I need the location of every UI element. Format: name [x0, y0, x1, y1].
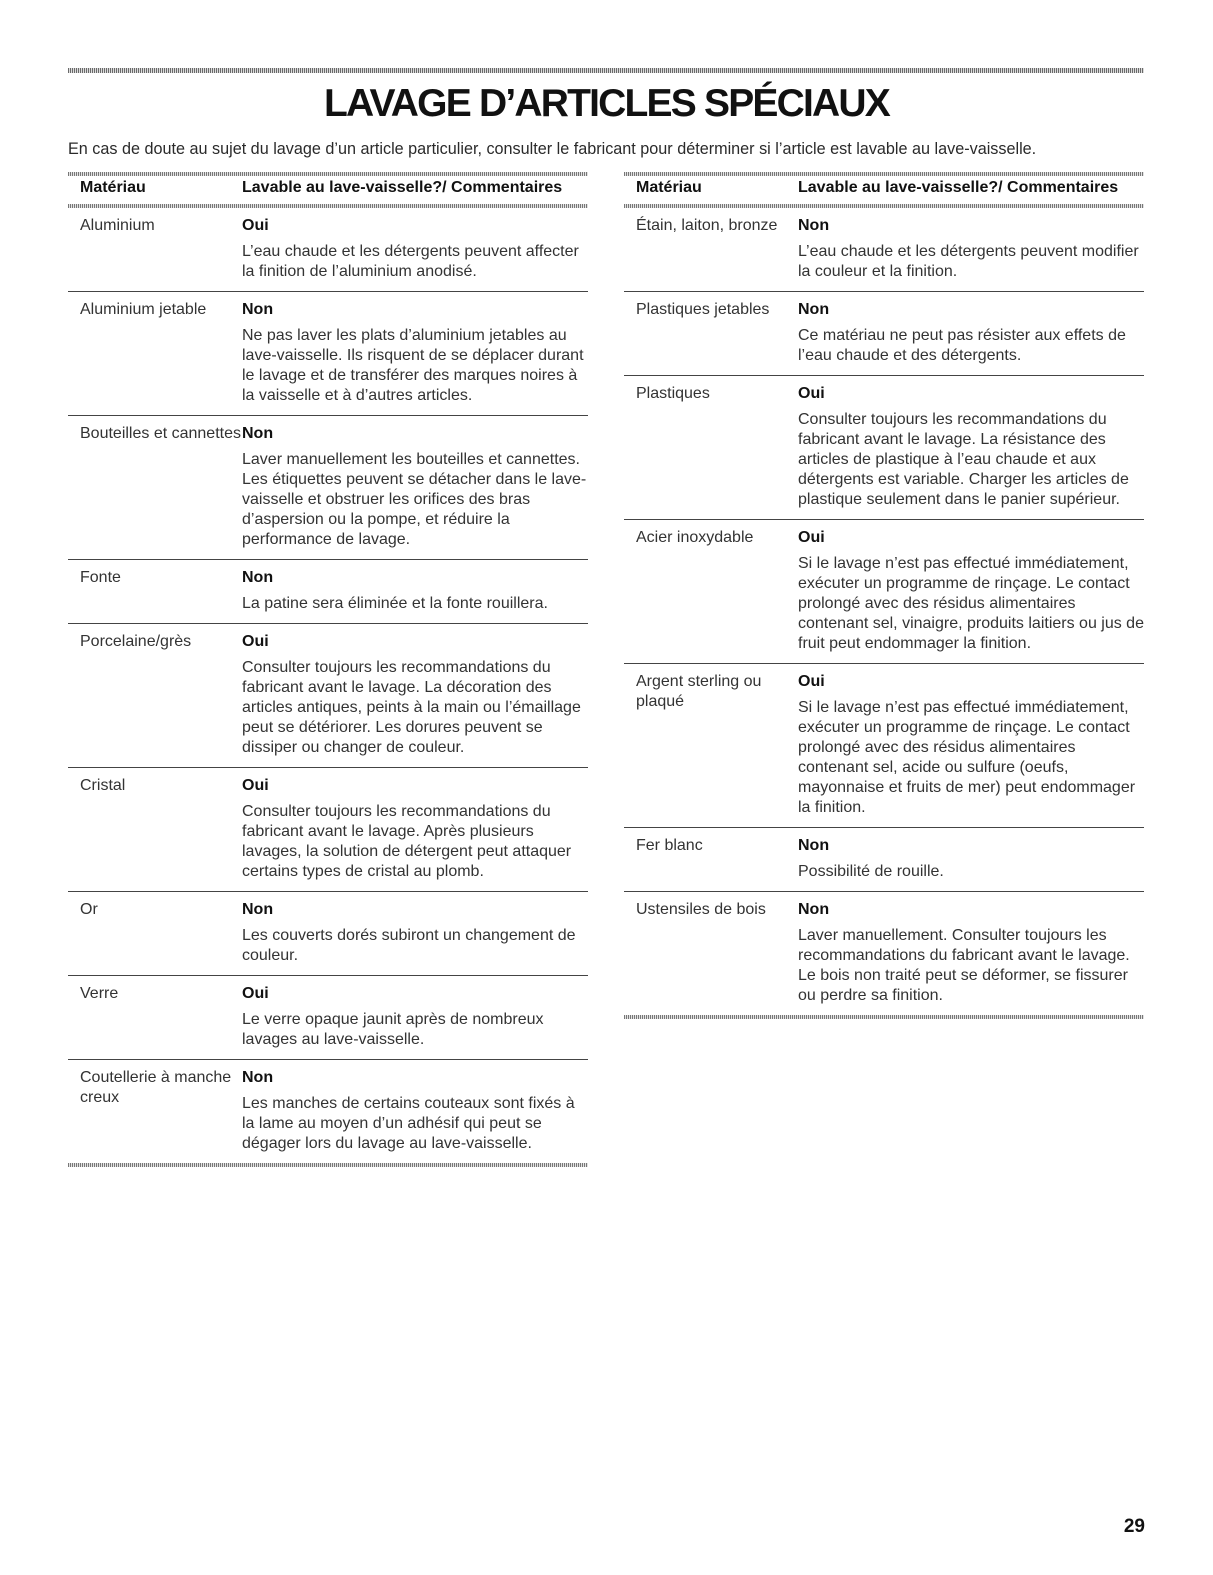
table-row — [68, 624, 588, 768]
table-row — [624, 376, 1144, 520]
comment-text: L’eau chaude et les détergents peuvent modifier la couleur et la finition. — [798, 243, 1139, 280]
comment-text: La patine sera éliminée et la fonte rouillera. — [242, 595, 548, 612]
dishwasher-safe-verdict: Oui — [798, 529, 825, 546]
comment-text: Ne pas laver les plats d’aluminium jetables au lave-vaisselle. Ils risquent de se déplacer durant le lavage et de transférer des marques noires à la vaisselle et à d’autres articles. — [242, 327, 584, 404]
material-cell: Fer blanc — [636, 837, 703, 854]
comment-text: Consulter toujours les recommandations du fabricant avant le lavage. La décoration des articles antiques, peints à la main ou l’émaillage peut se détériorer. Les dorures peuvent se dissiper ou changer de couleur. — [242, 659, 581, 756]
table-row — [68, 416, 588, 560]
right-rows — [624, 208, 1144, 1015]
dishwasher-safe-verdict: Oui — [242, 217, 269, 234]
table-row — [624, 520, 1144, 664]
comment-cell — [242, 776, 588, 882]
table-row — [68, 976, 588, 1060]
dishwasher-safe-verdict: Non — [242, 901, 274, 918]
comment-text: Consulter toujours les recommandations du fabricant avant le lavage. Après plusieurs lavages, la solution de détergent peut attaquer certains types de cristal au plomb. — [242, 803, 572, 880]
table-row — [68, 560, 588, 624]
comment-cell — [242, 424, 588, 550]
table-row — [624, 828, 1144, 892]
material-cell: Argent sterling ou plaqué — [636, 673, 762, 710]
comment-cell — [242, 900, 588, 966]
comment-text: Si le lavage n’est pas effectué immédiatement, exécuter un programme de rinçage. Le contact prolongé avec des résidus alimentaires contenant sel, acide ou sulfure (oeufs, mayonnaise et fruits de mer) peut endommager la finition. — [798, 699, 1136, 816]
table-row — [624, 892, 1144, 1015]
material-cell: Étain, laiton, bronze — [636, 217, 778, 234]
material-cell: Bouteilles et cannettes — [80, 425, 241, 442]
left-rows — [68, 208, 588, 1163]
material-cell: Plastiques jetables — [636, 301, 770, 318]
table-bottom-rule — [624, 1015, 1144, 1019]
comment-text: Le verre opaque jaunit après de nombreux lavages au lave-vaisselle. — [242, 1011, 544, 1048]
comment-cell — [242, 1068, 588, 1154]
material-cell: Or — [80, 901, 98, 918]
left-table — [68, 172, 588, 1167]
table-row — [68, 1060, 588, 1163]
comment-text: Consulter toujours les recommandations du fabricant avant le lavage. La résistance des articles de plastique à l’eau chaude et aux détergents est variable. Charger les articles de plastique seulement dans le panier supérieur. — [798, 411, 1129, 508]
table-row — [68, 768, 588, 892]
right-table — [624, 172, 1144, 1019]
dishwasher-safe-verdict: Oui — [242, 777, 269, 794]
dishwasher-safe-verdict: Oui — [242, 985, 269, 1002]
comment-text: Les couverts dorés subiront un changement de couleur. — [242, 927, 576, 964]
material-cell: Aluminium jetable — [80, 301, 207, 318]
dishwasher-safe-verdict: Non — [798, 217, 830, 234]
comment-cell — [242, 216, 588, 282]
material-cell: Acier inoxydable — [636, 529, 754, 546]
dishwasher-safe-verdict: Oui — [798, 673, 825, 690]
header-material: Matériau — [636, 179, 702, 196]
comment-cell — [798, 216, 1144, 282]
dishwasher-safe-verdict: Oui — [798, 385, 825, 402]
page-number: 29 — [1123, 1516, 1145, 1537]
material-cell: Cristal — [80, 777, 126, 794]
dishwasher-safe-verdict: Non — [242, 301, 274, 318]
dishwasher-safe-verdict: Oui — [242, 633, 269, 650]
comment-cell — [798, 836, 1144, 882]
comment-cell — [242, 568, 588, 614]
intro-text: En cas de doute au sujet du lavage d’un article particulier, consulter le fabricant pour déterminer si l’article est lavable au lave-vaisselle. — [68, 140, 1037, 158]
table-row — [624, 208, 1144, 292]
header-comment: Lavable au lave-vaisselle?/ Commentaires — [798, 179, 1119, 196]
table-row — [68, 892, 588, 976]
top-dotted-rule — [68, 68, 1144, 73]
comment-text: Laver manuellement les bouteilles et cannettes. Les étiquettes peuvent se détacher dans le lave-vaisselle et obstruer les orifices des bras d’aspersion ou la pompe, et réduire la performance de lavage. — [242, 451, 587, 548]
comment-cell — [798, 384, 1144, 510]
table-row — [624, 292, 1144, 376]
material-cell: Fonte — [80, 569, 121, 586]
comment-cell — [798, 528, 1144, 654]
material-cell: Aluminium — [80, 217, 155, 234]
dishwasher-safe-verdict: Non — [242, 425, 274, 442]
dishwasher-safe-verdict: Non — [242, 1069, 274, 1086]
comment-text: Laver manuellement. Consulter toujours les recommandations du fabricant avant le lavage. Le bois non traité peut se déformer, se fissurer ou perdre sa finition. — [798, 927, 1130, 1004]
comment-text: Ce matériau ne peut pas résister aux effets de l’eau chaude et des détergents. — [798, 327, 1126, 364]
comment-cell — [798, 672, 1144, 818]
page-title: LAVAGE D’ARTICLES SPÉCIAUX — [324, 82, 889, 125]
header-comment: Lavable au lave-vaisselle?/ Commentaires — [242, 179, 563, 196]
comment-cell — [242, 632, 588, 758]
dishwasher-safe-verdict: Non — [798, 837, 830, 854]
material-cell: Plastiques — [636, 385, 710, 402]
comment-cell — [242, 984, 588, 1050]
material-cell: Ustensiles de bois — [636, 901, 766, 918]
dishwasher-safe-verdict: Non — [798, 901, 830, 918]
dishwasher-safe-verdict: Non — [242, 569, 274, 586]
header-material: Matériau — [80, 179, 146, 196]
table-bottom-rule — [68, 1163, 588, 1167]
table-header — [68, 176, 588, 204]
dishwasher-safe-verdict: Non — [798, 301, 830, 318]
material-cell: Verre — [80, 985, 119, 1002]
material-cell: Coutellerie à manche creux — [80, 1069, 232, 1106]
table-row — [68, 292, 588, 416]
comment-text: Si le lavage n’est pas effectué immédiatement, exécuter un programme de rinçage. Le contact prolongé avec des résidus alimentaires contenant sel, vinaigre, produits laitiers ou jus de fruit peut endommager la finition. — [798, 555, 1144, 652]
table-header — [624, 176, 1144, 204]
comment-cell — [242, 300, 588, 406]
comment-text: L’eau chaude et les détergents peuvent affecter la finition de l’aluminium anodisé. — [242, 243, 579, 280]
table-row — [624, 664, 1144, 828]
comment-cell — [798, 900, 1144, 1006]
comment-cell — [798, 300, 1144, 366]
material-cell: Porcelaine/grès — [80, 633, 192, 650]
comment-text: Les manches de certains couteaux sont fixés à la lame au moyen d’un adhésif qui peut se dégager lors du lavage au lave-vaisselle. — [242, 1095, 575, 1152]
comment-text: Possibilité de rouille. — [798, 863, 944, 880]
table-row — [68, 208, 588, 292]
